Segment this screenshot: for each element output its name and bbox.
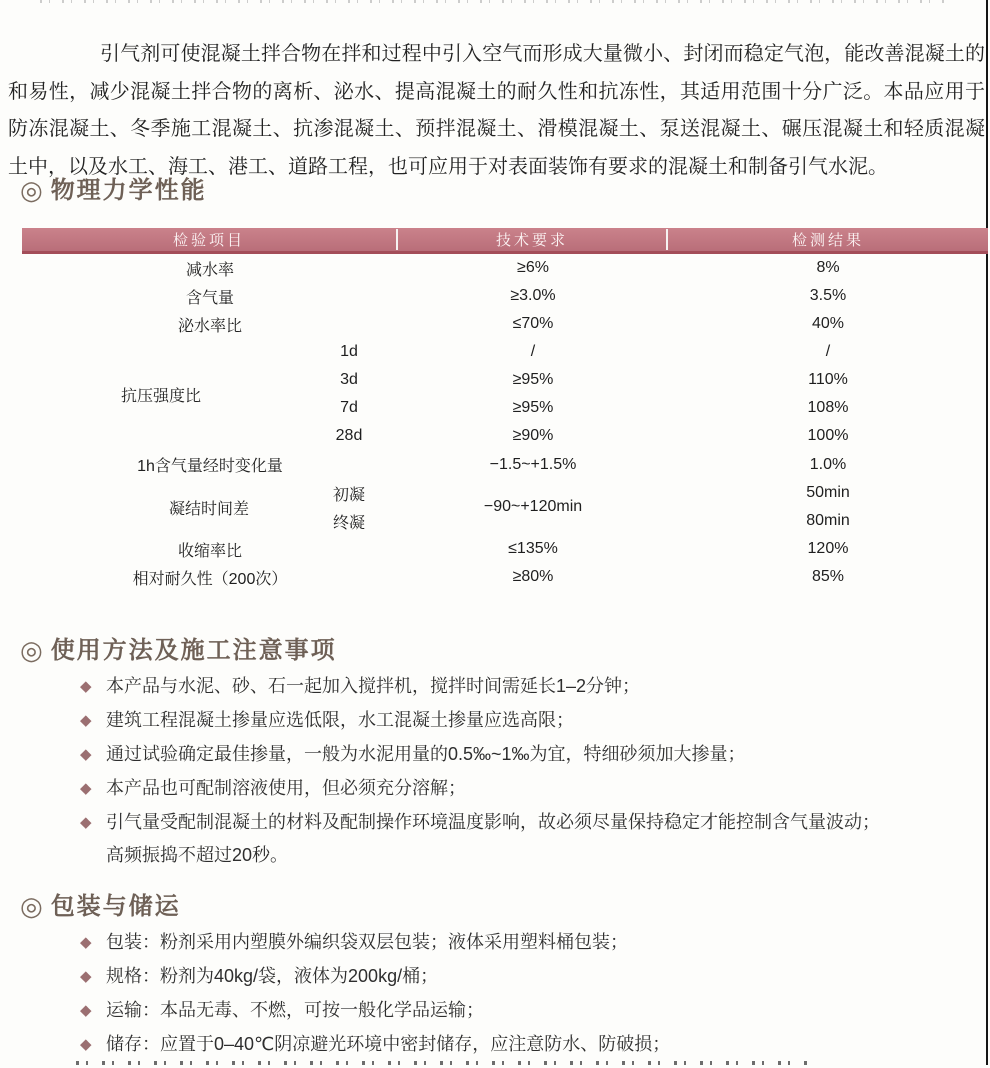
requirement-cell: ≥90% [512, 427, 554, 444]
list-item [80, 1000, 970, 1021]
table-row [22, 310, 988, 338]
result-cell: 108% [807, 399, 849, 416]
diamond-bullet-icon: ◆ [80, 934, 92, 951]
item-cell: 减水率 [185, 261, 234, 279]
section-title: 使用方法及施工注意事项 [50, 637, 337, 664]
requirement-cell: −90~+120min [483, 498, 583, 515]
section-heading-physical [20, 170, 207, 206]
item-cell: 1h含气量经时变化量 [137, 458, 283, 475]
result-cell: 50min [806, 484, 850, 501]
list-item-text: 规格：粉剂为40kg/袋，液体为200kg/桶； [106, 966, 439, 986]
item-cell: 收缩率比 [177, 542, 242, 560]
result-cell: 100% [807, 427, 849, 444]
diamond-bullet-icon: ◆ [80, 780, 92, 797]
list-item [80, 1034, 970, 1055]
section-marker-icon: ◎ [20, 891, 45, 921]
diamond-bullet-icon: ◆ [80, 712, 92, 729]
requirement-cell: ≤135% [508, 540, 558, 557]
table-row [22, 282, 988, 310]
list-item [80, 966, 970, 987]
list-item-text: 本产品也可配制溶液使用，但必须充分溶解； [106, 778, 466, 798]
list-item-text: 运输：本品无毒、不燃，可按一般化学品运输； [106, 1000, 484, 1020]
list-item [80, 676, 970, 697]
result-cell: 3.5% [809, 287, 847, 304]
result-cell: / [825, 343, 831, 360]
packaging-bullet-list [80, 932, 970, 1068]
group-label: 凝结时间差 [168, 500, 249, 518]
group-label: 抗压强度比 [120, 387, 201, 405]
section-marker-icon: ◎ [20, 635, 45, 665]
list-item-line1: 引气量受配制混凝土的材料及配制操作环境温度影响，故必须尽量保持稳定才能控制含气量波动； [106, 812, 880, 832]
phase-label: 终凝 [332, 514, 365, 532]
table-group-strength [22, 338, 988, 450]
table-header-result: 检测结果 [791, 232, 864, 249]
list-item-text [106, 812, 970, 866]
requirement-cell: ≥6% [517, 259, 549, 276]
clipped-text-bottom-edge [76, 1058, 811, 1065]
age-label: 7d [340, 399, 358, 416]
list-item [80, 812, 970, 866]
usage-bullet-list [80, 676, 970, 879]
list-item-text: 建筑工程混凝土掺量应选低限，水工混凝土掺量应选高限； [106, 710, 574, 730]
list-item-text: 储存：应置于0–40℃阴凉避光环境中密封储存，应注意防水、防破损； [106, 1034, 671, 1054]
requirement-cell: −1.5~+1.5% [489, 455, 577, 473]
item-cell: 泌水率比 [177, 317, 242, 335]
item-cell: 含气量 [185, 289, 234, 307]
section-heading-packaging [20, 886, 181, 922]
result-cell: 85% [811, 568, 845, 585]
table-header-requirement: 技术要求 [398, 229, 668, 250]
item-cell: 相对耐久性（200次） [132, 570, 288, 588]
result-cell: 40% [811, 315, 845, 332]
diamond-bullet-icon: ◆ [80, 1002, 92, 1019]
table-header-row [22, 228, 988, 254]
table-row [22, 450, 988, 479]
result-cell: 120% [807, 540, 849, 557]
list-item-line2: 高频振捣不超过20秒。 [106, 845, 289, 865]
section-heading-usage [20, 630, 337, 666]
table-row [22, 535, 988, 563]
section-title: 包装与储运 [50, 893, 181, 920]
result-cell: 110% [808, 371, 848, 388]
list-item [80, 778, 970, 799]
requirement-cell: ≥95% [512, 399, 554, 416]
age-label: 1d [340, 343, 358, 360]
requirement-cell: / [530, 343, 536, 360]
result-cell: 80min [806, 512, 850, 529]
age-label: 28d [335, 427, 363, 444]
diamond-bullet-icon: ◆ [80, 814, 92, 831]
result-cell: 8% [816, 259, 840, 276]
diamond-bullet-icon: ◆ [80, 746, 92, 763]
list-item [80, 932, 970, 953]
table-group-setting-time [22, 479, 988, 535]
list-item [80, 744, 970, 765]
intro-paragraph: 引气剂可使混凝土拌合物在拌和过程中引入空气而形成大量微小、封闭而稳定气泡，能改善混凝土的和易性，减少混凝土拌合物的离析、泌水、提高混凝土的耐久性和抗冻性，其适用范围十分广泛。本品应用于防冻混凝土、冬季施工混凝土、抗渗混凝土、预拌混凝土、滑模混凝土、泵送混凝土、碾压混凝土和轻质混凝土中，以及水工、海工、港工、道路工程，也可应用于对表面装饰有要求的混凝土和制备引气水泥。 [8, 43, 985, 178]
section-title: 物理力学性能 [50, 177, 207, 204]
table-row [22, 254, 988, 282]
diamond-bullet-icon: ◆ [80, 678, 92, 695]
age-label: 3d [340, 371, 358, 388]
list-item [80, 710, 970, 731]
performance-table [22, 228, 988, 591]
phase-label: 初凝 [332, 486, 365, 504]
diamond-bullet-icon: ◆ [80, 1036, 92, 1053]
table-row [22, 563, 988, 591]
table-header-item: 检验项目 [22, 229, 398, 250]
requirement-cell: ≥3.0% [510, 287, 556, 304]
list-item-text: 包装：粉剂采用内塑膜外编织袋双层包装；液体采用塑料桶包装； [106, 932, 628, 952]
list-item-text: 本产品与水泥、砂、石一起加入搅拌机，搅拌时间需延长1–2分钟； [106, 676, 641, 696]
requirement-cell: ≥95% [512, 371, 554, 388]
list-item-text: 通过试验确定最佳掺量，一般为水泥用量的0.5‰~1‰为宜，特细砂须加大掺量； [106, 744, 746, 764]
requirement-cell: ≥80% [512, 568, 554, 585]
section-marker-icon: ◎ [20, 175, 45, 205]
clipped-text-top-edge [40, 0, 945, 3]
result-cell: 1.0% [809, 455, 847, 473]
diamond-bullet-icon: ◆ [80, 968, 92, 985]
requirement-cell: ≤70% [512, 315, 554, 332]
